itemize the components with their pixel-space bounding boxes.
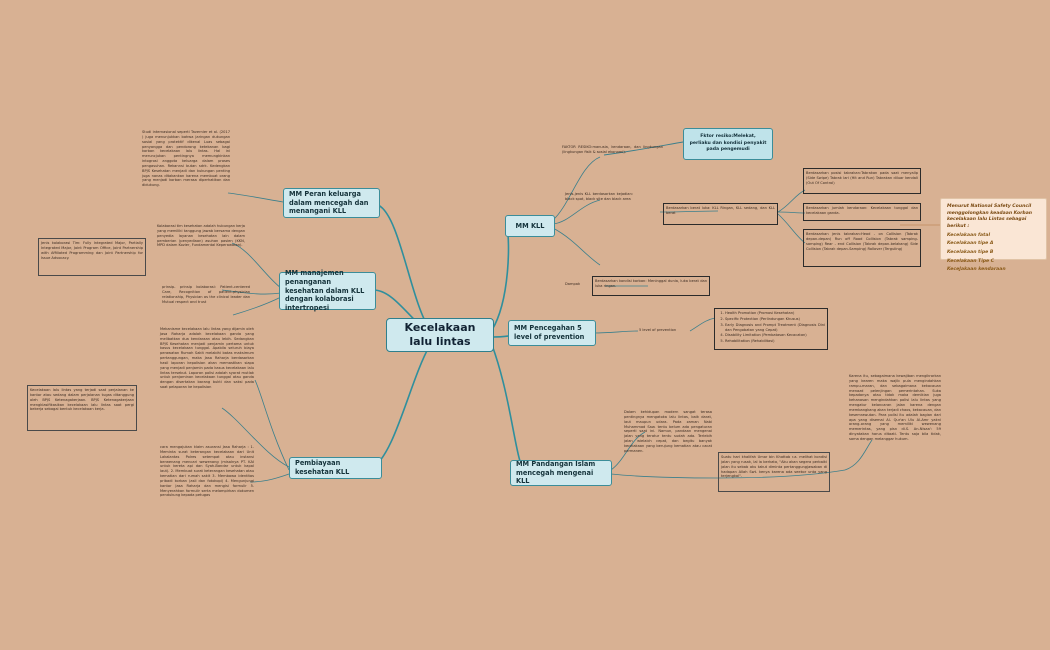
prevention-item: 5. Rehabilitation (Rehabilitasi): [725, 339, 825, 344]
leaf-prevention-list: [714, 308, 828, 350]
leaf-text: Suatu hari khalifah Umar bin Khattab r.a. melihat kondisi jalan yang rusak, lal ia berkata, "Aku akan segera perbaiki jalan itu sebab aku takut diminta pertanggungjawaban di hadapan Allah Swt. kenya karena ada seekor unta yang terjengkal".: [721, 455, 827, 479]
leaf-text: Dalam kehidupan modern sangat terasa pentingnya mengatoka lalu lintas, baik darat, laut maupun udara. Pada zaman Nabi Muhammad Saw. tentu belum ada pengaturan seperti saat ini. Namun, pandaan mengenai jalan yang teratur tentu sudah ada. Terlebih jalan wielaich cepat, dan begitu banyak kecelakaan yang berujung kematian atau cacat permanen.: [624, 410, 712, 453]
leaf-text: Berdasarkan kondisi korban: Meninggal dunia, luka berat dan luka ringan.: [595, 279, 707, 288]
card-item-1: Kecelakaan tipe A: [947, 241, 994, 247]
branch-label: MM Pencegahan 5 level of prevention: [514, 324, 585, 341]
leaf-islam-modern: [622, 408, 714, 470]
branch-label: MM manajemen penanganan kesehatan dalam KLL dengan kolaborasi intertropesi: [285, 268, 365, 313]
branch-label: MM KLL: [515, 221, 545, 230]
branch-pandangan-islam[interactable]: [510, 460, 612, 486]
leaf-text: Karena itu, sebagaimana kewajiban mengikrorkan yang kearen maka wajib pula mengindahkan rampu-maran, dan sebagaimana kekacauan menazd pelenjingan pemerintahan. Suka kepadanya atau tidak maka demikian juga kehanasan mengindahkan polisi lalu lintas yang mengatur kelancaran jalan karena dengan membangkang akan terjadi chaos, kekacauan, dan kesemrawutan. Para polisi itu adalah bagian dari apa yang disemai Al- Qur'an Ulu Al-Amr yakni orang-orang yang memiliki wewenang memerintas, yang pisn di.S. An-Nisaa': 59 dinyatakan harus ditaati. Tentu saja bila tidak, sama dengan melanggar hukum.: [849, 374, 941, 441]
branch-manajemen-penanganan[interactable]: [279, 268, 376, 313]
leaf-faktor-resiko: [560, 143, 665, 169]
leaf-text: Jenis-jenis KLL berdasarkan kejadian: black spot, black site dan black area: [565, 192, 633, 201]
central-topic-label: Kecelakaan lalu lintas: [404, 321, 476, 348]
leaf-mekanisme-kecelakaan: [158, 325, 256, 417]
leaf-cara-mengajukan-klaim: [158, 443, 256, 523]
leaf-jumlah-kendaraan: [803, 203, 921, 221]
prevention-item: 3. Early Diagnosis and Prompt Treatment (Diagnosis Dini dan Pengobatan yang Cepat): [725, 323, 825, 333]
leaf-dampak-label: [563, 280, 593, 292]
leaf-kecelakaan-saat-kerja: [27, 385, 137, 431]
central-topic[interactable]: [386, 318, 494, 352]
faktor-resiko-highlight[interactable]: [683, 128, 773, 160]
leaf-posisi-tabrakan: [803, 168, 921, 194]
leaf-jenis-tabrakan: [803, 229, 921, 267]
card-title: Menurut National Safety Council menggolongkan keadaan Korban kecelakaan lalu Lintas sebagai berikut :: [947, 204, 1033, 229]
leaf-jenis-jenis-kll: [563, 190, 635, 216]
leaf-text: Studi internasional seperti Tavernier et al. (2017 ) juga menunjukkan bahwa jaringan dukungan sosial yang protektif dikenal Luas sebagai penyangga dan pendorong ketekanan bagi korban kecelakaan lalu lintas. Hal ini meruncjukan pentingnya memungkinkan intogrosi anggota keluarga dalam proses pengasuhan. Rekannsi butan sdrk. Kedengkan BPJS Kesehatan menjadi dan kukungan penting juga nanas ditakankan karena membuat orang yang menjadi korban merasa diperhatikan dan didukung.: [142, 130, 230, 188]
leaf-kondisi-korban: [592, 276, 710, 296]
leaf-studi-internasional: [140, 128, 232, 206]
prevention-item: 4. Disability Limitation (Pembatasan Kecacatan): [725, 333, 825, 338]
card-item-3: Kecelakaan Tipe C: [947, 258, 995, 264]
leaf-text: Berdasarkan jenis tabrakan:Head - on Collision (Tabrak depan-depan) Run off Road Collision (Tabrak samping-samping) Rear - end Collision (Tabrak depan-belakang) Side Collision (Tabrak depan-Samping) Rollover (Terguling): [806, 232, 918, 251]
leaf-text: Berdasarkan posisi tabrakan:Tabrakan pada saat menyalip (Side Swipe) Tabrak lari (Hit and Run) Tabrakan diluar kendali (Out Of Control): [806, 171, 918, 185]
card-item-0: Kecelakaan fatal: [947, 232, 991, 238]
leaf-text: Kolaborasi tim kesehatan adalah hubungan kerja yang memiliki tanggung jawab bersama dengan penyedia layanan kesehatan lain dalam pemberian (penyediaan) asuhan pasien (KKN, MPD dalam Kozier, Fundamental Keperawatan).: [157, 224, 246, 248]
branch-label: MM Pandangan Islam mencegah mengenai KLL: [516, 459, 596, 486]
leaf-text: Berdasarkan jumlah kendaraan: Kecelakaan tunggal dan kecelakaan ganda.: [806, 206, 918, 215]
leaf-text: cara mengajukan klaim asuransi Jasa Raharja : 1. Meminta surat keterangan kecelakaan dari Unit Lakalantas Polres setempat atau instansi berwenang mencari wewenang (misalnya PT. KAI untuk kereta api dan Syah-Bandar untuk kapal laut). 2. Membuat surat keterangan kesehatan atau kematian dari rumah sakit 3. Membawa identitas pribadi korban (asli dan fotokopi) 4. Mengunjungi kantor Jasa Raharja dan mengisi formulir 5. Menyerahkan formulir serta melampirkan dokumen pendukung kepada petugas: [160, 445, 254, 498]
branch-pencegahan-5-level[interactable]: [508, 320, 596, 346]
leaf-text: Berdasarkan berat luka: KLL Ringan, KLL sedang, dan KLL berat: [666, 206, 775, 215]
leaf-level-prevention-label: [637, 326, 692, 338]
branch-label: Pembiayaan kesehatan KLL: [295, 459, 350, 476]
leaf-text: Dampak: [565, 282, 581, 286]
branch-pembiayaan-kesehatan[interactable]: [289, 457, 382, 479]
prevention-item: 1. Health Promotion (Promosi Kesehatan): [725, 311, 825, 316]
national-safety-council-card: [940, 198, 1047, 273]
prevention-list: [717, 311, 825, 344]
leaf-kolaborasi-tim-kesehatan: [155, 222, 247, 264]
card-item-4: KeceJakaan kendaraan: [947, 267, 1006, 273]
leaf-islam-karena-itu: [847, 372, 943, 480]
leaf-jenis-kolaborasi-tim: [38, 238, 146, 276]
leaf-islam-umar: [718, 452, 830, 492]
branch-peran-keluarga[interactable]: [283, 188, 380, 218]
leaf-text: Jenis kolaborasi Tim: Fully Integrated Major, Partially Integrated Major, Joint Program Office, Joint Partnership with Affiliated Programming dan Joint Partnership for Issue Advocacy.: [41, 241, 143, 260]
card-item-2: Kecelakaan tipe B: [947, 249, 994, 255]
leaf-text: Kecelakaan lalu lintas yang terjadi saat perjalanan ke kantor atau sedang dalam perjalanan tugas ditanggung oleh BPJS Ketenagakerjaan. BPJS Ketenagakerjaan mengklasifikasikan kecelakaan lalu lintas saat pergi bekerja sebagai bentuk kecelakaan kerja.: [30, 388, 134, 412]
faktor-resiko-label: Fktor resiko:Melekat, perliaku dan kondisi penyakit pada pengemudi: [689, 134, 767, 153]
leaf-berat-luka: [663, 203, 778, 225]
leaf-text: FAKTOR RESIKO:manusia, kendaraan, dan lingkungan (lingkungan fisik & sosial ekonomi).: [562, 145, 663, 154]
leaf-text: prinsip- prinsip kolaborasi: Patient-centered Care, Recognition of patient-physician relationship, Physician as the clinical leader dan Mutual respect and trust: [162, 285, 250, 304]
branch-label: MM Peran keluarga dalam mencegah dan menangani KLL: [289, 189, 369, 216]
prevention-item: 2. Specific Protection (Perlindungan Khusus): [725, 317, 825, 322]
leaf-prinsip-kolaborasi: [160, 283, 252, 319]
leaf-text: Mekanisme kecelakaan lalu lintas yang dijamin oleh Jasa Raharja adalah kecelakaan ganda yang melibatkan dua kendaraan atau lebih. Sedangkan BPJS Kesehatan menjadi penjamin pertama untuk kasus kecelakaan tunggal. Apabila seluruh biaya perawatan Rumah Sakit melabihi batas maksimum pertanggungan, maka Jasa Raharja berdasarkan hasil laporan kepolisian akan memastikan siapa yang menjadi penjamin pada kasus kecelakaan lalu lintas tersebut. Laporan polisi adalah syarat mutlak untuk penjaminan kecelakaan tunggal atau ganda dengan disertakan barang bukti dan saksi pada saat pelaporan ke kepolisian: [160, 327, 254, 390]
leaf-text: 5 level of prevention: [639, 328, 677, 332]
branch-mm-kll[interactable]: [505, 215, 555, 237]
